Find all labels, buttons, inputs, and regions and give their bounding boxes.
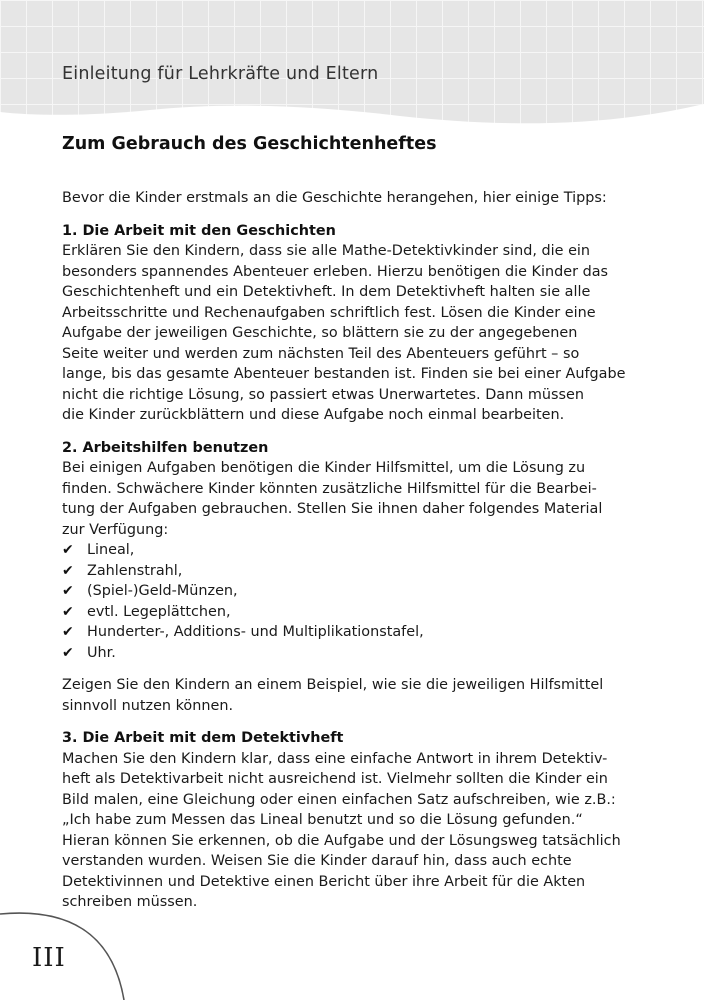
header-title: Einleitung für Lehrkräfte und Eltern [62,64,379,84]
paragraph-line: Arbeitsschritte und Rechenaufgaben schriftlich fest. Lösen die Kinder eine [62,304,596,321]
checkmark-icon: ✔ [62,644,74,661]
list-item-text: Lineal, [87,542,135,558]
list-item [62,581,642,602]
paragraph-line: lange, bis das gesamte Abenteuer bestanden ist. Finden sie bei einer Aufgabe [62,366,626,382]
list-item [62,643,642,664]
paragraph-line: nicht die richtige Lösung, so passiert etwas Unerwartetes. Dann müssen [62,386,585,403]
paragraph-line: heft als Detektivarbeit nicht ausreichend ist. Vielmehr sollten die Kinder ein [62,771,608,787]
section-arbeitshilfen [62,438,642,717]
paragraph-line: finden. Schwächere Kinder könnten zusätzliche Hilfsmittel für die Bearbei- [62,480,597,497]
list-item-text: Uhr. [87,644,116,661]
paragraph-line: tung der Aufgaben gebrauchen. Stellen Sie ihnen daher folgendes Material [62,501,603,517]
paragraph-line: Aufgabe der jeweiligen Geschichte, so blättern sie zu der angegebenen [62,325,578,341]
paragraph-gap [62,663,642,675]
page-number: III [32,943,66,973]
paragraph-line: Hieran können Sie erkennen, ob die Aufgabe und der Lösungsweg tatsächlich [62,832,621,849]
paragraph-line: Geschichtenheft und ein Detektivheft. In dem Detektivheft halten sie alle [62,284,591,300]
list-item-text: (Spiel-)Geld-Münzen, [87,583,238,599]
list-item [62,622,642,643]
checkmark-icon: ✔ [62,542,74,558]
paragraph-line: Zeigen Sie den Kindern an einem Beispiel, wie sie die jeweiligen Hilfsmittel [62,677,604,693]
page-content [62,130,642,913]
checkmark-icon: ✔ [62,583,74,599]
checkmark-icon: ✔ [62,624,74,640]
paragraph-line: Bild malen, eine Gleichung oder einen einfachen Satz aufschreiben, wie z.B.: [62,791,616,808]
paragraph-line: die Kinder zurückblättern und diese Aufgabe noch einmal bearbeiten. [62,407,565,423]
page-heading: Zum Gebrauch des Geschichtenheftes [62,134,437,154]
list-item-text: Hunderter-, Additions- und Multiplikationstafel, [87,624,424,640]
section-heading: 2. Arbeitshilfen benutzen [62,439,269,456]
section-arbeit-mit-geschichten [62,221,642,426]
section-arbeit-mit-detektivheft [62,728,642,913]
paragraph-line: Seite weiter und werden zum nächsten Teil des Abenteuers geführt – so [62,345,580,362]
paragraph-line: besonders spannendes Abenteuer erleben. Hierzu benötigen die Kinder das [62,263,609,280]
list-item-text: Zahlenstrahl, [87,562,183,579]
checkmark-icon: ✔ [62,562,74,579]
list-item [62,540,642,561]
list-item-text: evtl. Legeplättchen, [87,603,231,620]
paragraph-line: „Ich habe zum Messen das Lineal benutzt und so die Lösung gefunden.“ [62,812,583,828]
paragraph-line: Bei einigen Aufgaben benötigen die Kinder Hilfsmittel, um die Lösung zu [62,460,586,476]
paragraph-line: verstanden wurden. Weisen Sie die Kinder darauf hin, dass auch echte [62,853,572,869]
paragraph-line: zur Verfügung: [62,521,169,538]
list-item [62,561,642,582]
corner-decoration [0,900,150,1000]
paragraph-line: Erklären Sie den Kindern, dass sie alle Mathe-Detektivkinder sind, die ein [62,243,591,259]
list-item [62,602,642,623]
section-heading: 3. Die Arbeit mit dem Detektivheft [62,730,344,746]
section-heading: 1. Die Arbeit mit den Geschichten [62,222,336,239]
intro-text: Bevor die Kinder erstmals an die Geschichte herangehen, hier einige Tipps: [62,190,607,206]
checkmark-icon: ✔ [62,603,74,620]
paragraph-line: sinnvoll nutzen können. [62,697,234,714]
paragraph-line: Machen Sie den Kindern klar, dass eine einfache Antwort in ihrem Detektiv- [62,750,608,767]
paragraph-line: schreiben müssen. [62,894,198,910]
paragraph-line: Detektivinnen und Detektive einen Bericht über ihre Arbeit für die Akten [62,873,586,890]
